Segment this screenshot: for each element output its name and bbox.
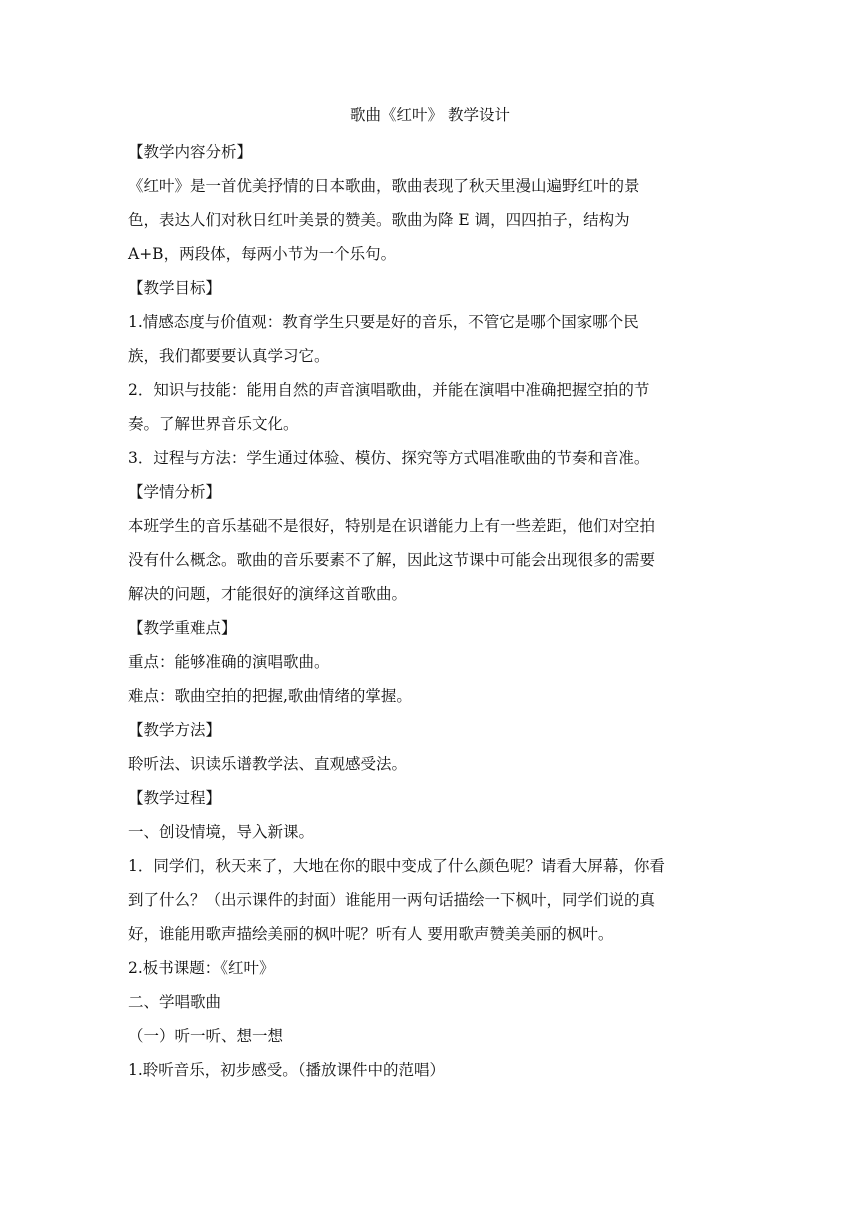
- paragraph-line: 难点：歌曲空拍的把握,歌曲情绪的掌握。: [128, 687, 412, 705]
- paragraph-line: 二、学唱歌曲: [128, 993, 222, 1011]
- paragraph-line: 聆听法、识读乐谱教学法、直观感受法。: [128, 755, 408, 773]
- document-body: [128, 135, 732, 1087]
- paragraph-line: 《红叶》是一首优美抒情的日本歌曲，歌曲表现了秋天里漫山遍野红叶的景: [128, 177, 640, 195]
- section-heading: 【教学重难点】: [128, 619, 237, 637]
- section-heading: 【教学目标】: [128, 279, 222, 297]
- paragraph-line: 1.情感态度与价值观：教育学生只要是好的音乐，不管它是哪个国家哪个民: [128, 313, 639, 331]
- section-heading: 【学情分析】: [128, 483, 222, 501]
- paragraph-line: 族，我们都要要认真学习它。: [128, 347, 330, 365]
- paragraph-line: 一、创设情境，导入新课。: [128, 823, 315, 841]
- paragraph-line: A+B，两段体，每两小节为一个乐句。: [128, 245, 397, 263]
- section-heading: 【教学方法】: [128, 721, 222, 739]
- paragraph-line: 解决的问题，才能很好的演绎这首歌曲。: [128, 585, 408, 603]
- paragraph-line: 好，谁能用歌声描绘美丽的枫叶呢？听有人 要用歌声赞美美丽的枫叶。: [128, 925, 614, 943]
- paragraph-line: 到了什么？（出示课件的封面）谁能用一两句话描绘一下枫叶，同学们说的真: [128, 891, 656, 909]
- paragraph-line: 1．同学们，秋天来了，大地在你的眼中变成了什么颜色呢？请看大屏幕，你看: [128, 857, 665, 875]
- paragraph-line: 没有什么概念。歌曲的音乐要素不了解，因此这节课中可能会出现很多的需要: [128, 551, 656, 569]
- paragraph-line: 重点：能够准确的演唱歌曲。: [128, 653, 330, 671]
- paragraph-line: 2．知识与技能：能用自然的声音演唱歌曲，并能在演唱中准确把握空拍的节: [128, 381, 650, 399]
- paragraph-line: 色，表达人们对秋日红叶美景的赞美。歌曲为降 E 调，四四拍子，结构为: [128, 211, 630, 229]
- paragraph-line: （一）听一听、想一想: [128, 1027, 284, 1045]
- paragraph-line: 3．过程与方法：学生通过体验、模仿、探究等方式唱准歌曲的节奏和音准。: [128, 449, 650, 467]
- paragraph-line: 本班学生的音乐基础不是很好，特别是在识谱能力上有一些差距，他们对空拍: [128, 517, 656, 535]
- paragraph-line: 奏。了解世界音乐文化。: [128, 415, 299, 433]
- section-heading: 【教学过程】: [128, 789, 222, 807]
- paragraph-line: 1.聆听音乐，初步感受。（播放课件中的范唱）: [128, 1061, 446, 1079]
- document-title: 歌曲《红叶》 教学设计: [350, 106, 510, 124]
- section-heading: 【教学内容分析】: [128, 143, 253, 161]
- paragraph-line: 2.板书课题：《红叶》: [128, 959, 275, 977]
